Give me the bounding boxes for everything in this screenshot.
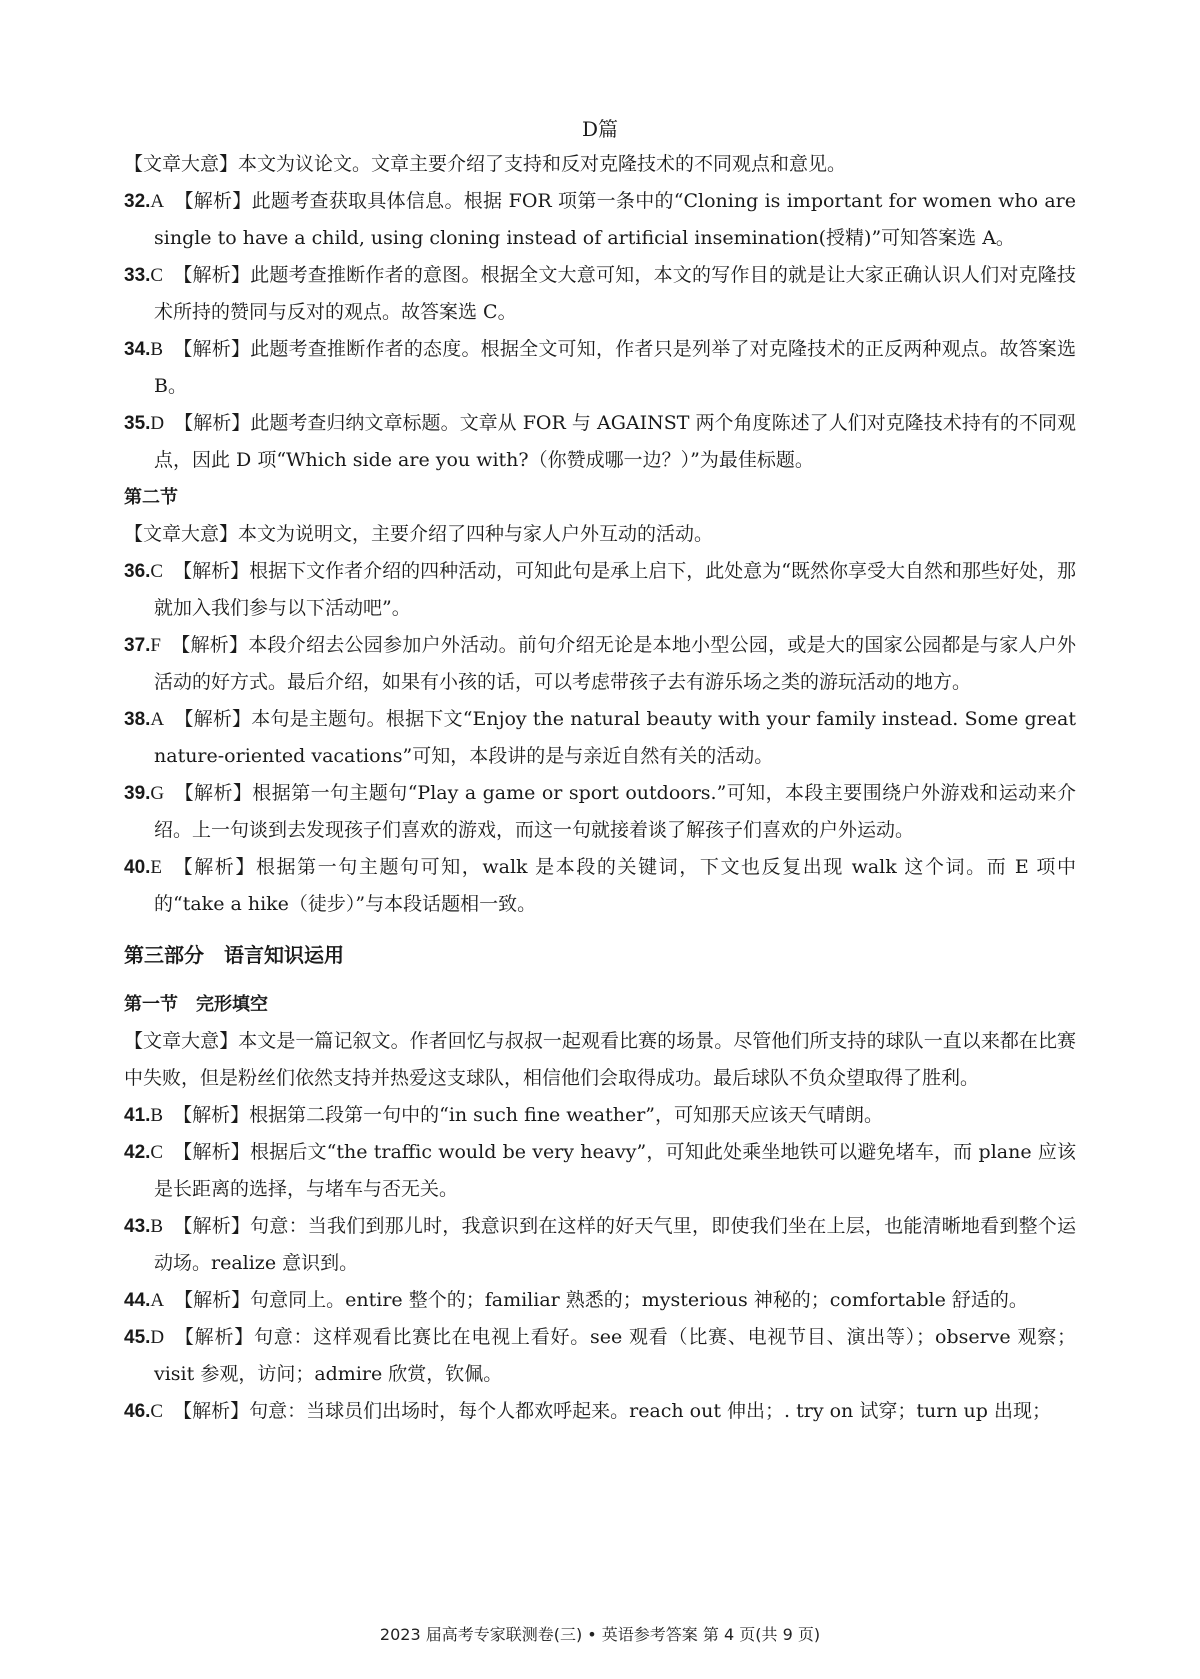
answer-item-40 (124, 849, 1076, 923)
section-2-summary: 【文章大意】本文为说明文，主要介绍了四种与家人户外互动的活动。 (124, 523, 714, 545)
answer-letter: B (150, 339, 164, 360)
answer-explanation: 【解析】本段介绍去公园参加户外活动。前句介绍无论是本地小型公园，或是大的国家公园都是与家人户外活动的好方式。最后介绍，如果有小孩的话，可以考虑带孩子去有游乐场之类的游玩活动的地方。 (154, 634, 1076, 693)
answer-letter: B (150, 1105, 164, 1126)
question-number: 41. (124, 1105, 151, 1126)
question-number: 32. (124, 191, 151, 212)
answer-explanation: 【解析】根据第二段第一句中的“in such fine weather”，可知那天应该天气晴朗。 (173, 1104, 884, 1126)
answer-letter: G (150, 783, 165, 804)
question-number: 42. (124, 1142, 151, 1163)
answer-item-35 (124, 405, 1076, 479)
answer-item-38 (124, 701, 1076, 775)
part-3-heading: 第三部分 语言知识运用 (124, 943, 344, 967)
answer-letter: F (150, 635, 161, 656)
answer-letter: E (150, 857, 163, 878)
answer-letter: C (150, 1142, 164, 1163)
section-d-items (124, 183, 1076, 479)
answer-letter: C (150, 1401, 164, 1422)
section-2-items (124, 553, 1076, 923)
question-number: 36. (124, 561, 151, 582)
answer-item-45 (124, 1319, 1076, 1393)
answer-letter: A (150, 709, 165, 730)
question-number: 38. (124, 709, 151, 730)
answer-letter: B (150, 1216, 164, 1237)
answer-explanation: 【解析】此题考查归纳文章标题。文章从 FOR 与 AGAINST 两个角度陈述了人们对克隆技术持有的不同观点，因此 D 项“Which side are you with?（你赞成哪一边？）”为最佳标题。 (154, 412, 1076, 471)
section-2-heading: 第二节 (124, 487, 178, 508)
answer-item-42 (124, 1134, 1076, 1208)
answer-item-33 (124, 257, 1076, 331)
answer-item-34 (124, 331, 1076, 405)
part-3-subheading: 第一节 完形填空 (124, 994, 268, 1015)
answer-item-43 (124, 1208, 1076, 1282)
answer-explanation: 【解析】本句是主题句。根据下文“Enjoy the natural beauty with your family instead. Some great nature-oriented vacations”可知，本段讲的是与亲近自然有关的活动。 (154, 708, 1076, 767)
answer-letter: A (150, 1290, 165, 1311)
section-d-title: D篇 (581, 117, 619, 141)
answer-explanation: 【解析】此题考查推断作者的态度。根据全文可知，作者只是列举了对克隆技术的正反两种观点。故答案选 B。 (154, 338, 1076, 397)
question-number: 46. (124, 1401, 151, 1422)
answer-letter: C (150, 265, 164, 286)
answer-explanation: 【解析】句意：当球员们出场时，每个人都欢呼起来。reach out 伸出；. try on 试穿；turn up 出现； (173, 1400, 1051, 1422)
answer-explanation: 【解析】根据下文作者介绍的四种活动，可知此句是承上启下，此处意为“既然你享受大自然和那些好处，那就加入我们参与以下活动吧”。 (154, 560, 1076, 619)
answer-item-36 (124, 553, 1076, 627)
answer-explanation: 【解析】此题考查获取具体信息。根据 FOR 项第一条中的“Cloning is important for women who are single to have a child, using cloning instead of artificial insemination(授精)”可知答案选 A。 (154, 190, 1076, 249)
part-3-items (124, 1097, 1076, 1430)
answer-explanation: 【解析】根据第一句主题句“Play a game or sport outdoors.”可知，本段主要围绕户外游戏和运动来介绍。上一句谈到去发现孩子们喜欢的游戏，而这一句就接着谈了解孩子们喜欢的户外运动。 (154, 782, 1076, 841)
question-number: 44. (124, 1290, 151, 1311)
answer-page (124, 112, 1076, 1430)
answer-explanation: 【解析】句意：当我们到那儿时，我意识到在这样的好天气里，即使我们坐在上层，也能清晰地看到整个运动场。realize 意识到。 (154, 1215, 1076, 1274)
section-d-summary: 【文章大意】本文为议论文。文章主要介绍了支持和反对克隆技术的不同观点和意见。 (124, 153, 847, 175)
question-number: 37. (124, 635, 151, 656)
answer-letter: C (150, 561, 164, 582)
answer-letter: D (150, 413, 165, 434)
question-number: 45. (124, 1327, 151, 1348)
page-footer: 2023 届高考专家联测卷(三) • 英语参考答案 第 4 页(共 9 页) (379, 1625, 821, 1644)
answer-item-41 (124, 1097, 1076, 1134)
answer-item-39 (124, 775, 1076, 849)
question-number: 43. (124, 1216, 151, 1237)
question-number: 40. (124, 857, 151, 878)
answer-letter: D (150, 1327, 165, 1348)
answer-letter: A (150, 191, 165, 212)
question-number: 35. (124, 413, 151, 434)
part-3-summary: 【文章大意】本文是一篇记叙文。作者回忆与叔叔一起观看比赛的场景。尽管他们所支持的球队一直以来都在比赛中失败，但是粉丝们依然支持并热爱这支球队，相信他们会取得成功。最后球队不负众望取得了胜利。 (124, 1030, 1076, 1089)
answer-explanation: 【解析】句意同上。entire 整个的；familiar 熟悉的；mysterious 神秘的；comfortable 舒适的。 (174, 1289, 1028, 1311)
answer-explanation: 【解析】根据第一句主题句可知，walk 是本段的关键词，下文也反复出现 walk 这个词。而 E 项中的“take a hike（徒步）”与本段话题相一致。 (154, 856, 1076, 915)
answer-item-37 (124, 627, 1076, 701)
answer-explanation: 【解析】根据后文“the traffic would be very heavy”，可知此处乘坐地铁可以避免堵车，而 plane 应该是长距离的选择，与堵车与否无关。 (154, 1141, 1076, 1200)
answer-item-32 (124, 183, 1076, 257)
answer-explanation: 【解析】句意：这样观看比赛比在电视上看好。see 观看（比赛、电视节目、演出等）；observe 观察；visit 参观，访问；admire 欣赏，钦佩。 (154, 1326, 1076, 1385)
answer-item-44 (124, 1282, 1076, 1319)
question-number: 34. (124, 339, 151, 360)
question-number: 33. (124, 265, 151, 286)
answer-explanation: 【解析】此题考查推断作者的意图。根据全文大意可知，本文的写作目的就是让大家正确认识人们对克隆技术所持的赞同与反对的观点。故答案选 C。 (154, 264, 1076, 323)
answer-item-46 (124, 1393, 1076, 1430)
question-number: 39. (124, 783, 151, 804)
